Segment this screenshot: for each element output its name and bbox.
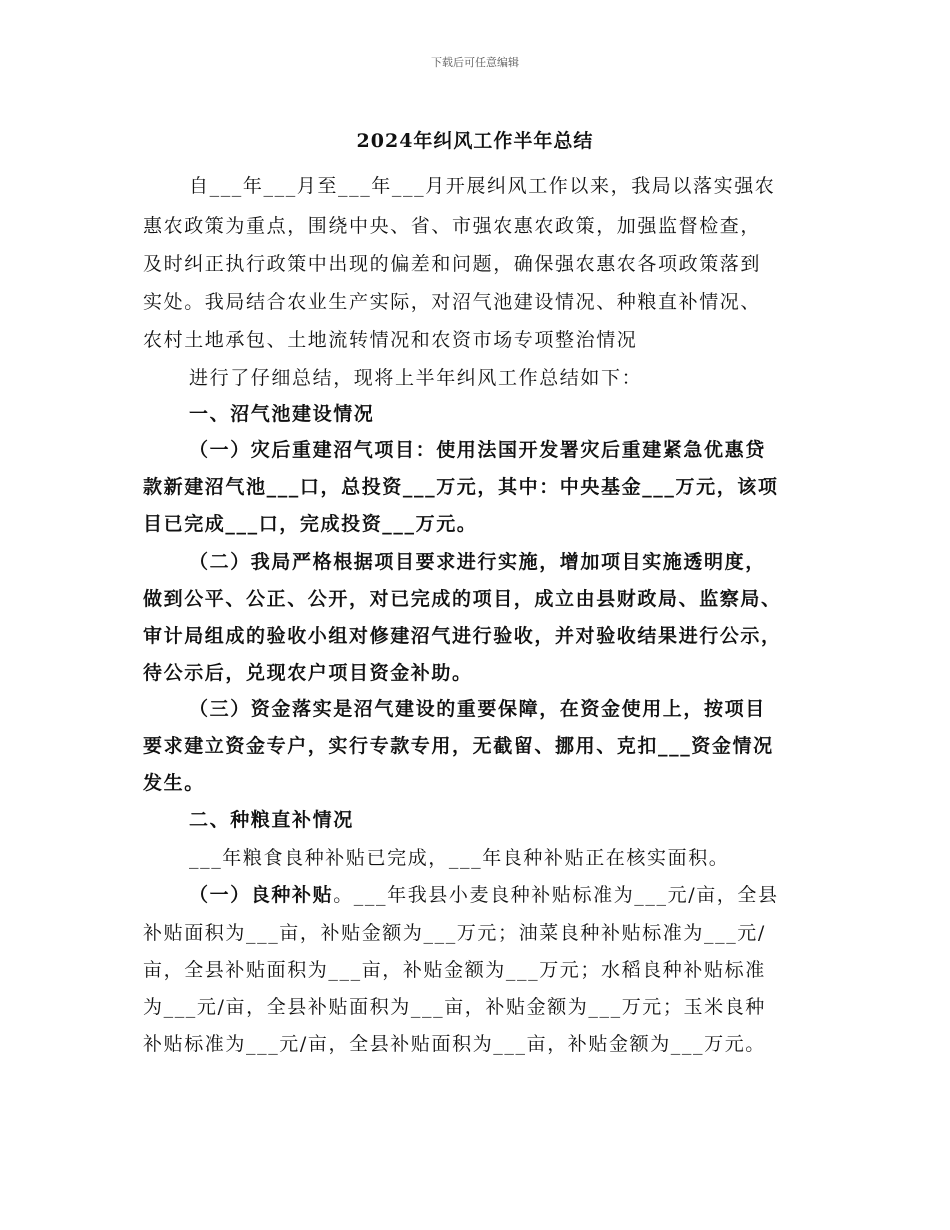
bold-paragraph-line: 审计局组成的验收小组对修建沼气进行验收，并对验收结果进行公示，	[143, 625, 782, 647]
bold-paragraph-line: 要求建立资金专户，实行专款专用，无截留、挪用、克扣___资金情况	[143, 735, 774, 757]
bold-paragraph-line: （一）灾后重建沼气项目：使用法国开发署灾后重建紧急优惠贷	[189, 439, 766, 461]
section-heading-1: 一、沼气池建设情况	[189, 403, 375, 425]
paragraph-line	[189, 883, 779, 907]
paragraph-line: 为___元/亩，全县补贴面积为___亩，补贴金额为___万元；玉米良种	[143, 996, 766, 1018]
paragraph-line: 亩，全县补贴面积为___亩，补贴金额为___万元；水稻良种补贴标准	[143, 959, 766, 981]
bold-paragraph-line: （二）我局严格根据项目要求进行实施，增加项目实施透明度，	[189, 551, 766, 573]
subsection-text: 。___年我县小麦良种补贴标准为___元/亩，全县	[333, 884, 779, 906]
bold-paragraph-line: （三）资金落实是沼气建设的重要保障，在资金使用上，按项目	[189, 698, 766, 720]
paragraph-line: 补贴面积为___亩，补贴金额为___万元；油菜良种补贴标准为___元/	[143, 922, 766, 944]
paragraph-line: 惠农政策为重点，围绕中央、省、市强农惠农政策，加强监督检查，	[143, 215, 762, 237]
subsection-label: （一）良种补贴	[189, 884, 334, 906]
paragraph-line: 及时纠正执行政策中出现的偏差和问题，确保强农惠农各项政策落到	[143, 253, 762, 275]
bold-paragraph-line: 做到公平、公正、公开，对已完成的项目，成立由县财政局、监察局、	[143, 588, 782, 610]
bold-paragraph-line: 发生。	[143, 772, 205, 794]
bold-paragraph-line: 目已完成___口，完成投资___万元。	[143, 513, 478, 535]
paragraph-line: ___年粮食良种补贴已完成，___年良种补贴正在核实面积。	[189, 847, 730, 869]
paragraph-line: 自___年___月至___年___月开展纠风工作以来，我局以落实强农	[189, 175, 776, 197]
document-title: 2024年纠风工作半年总结	[356, 130, 594, 152]
paragraph-line: 农村土地承包、土地流转情况和农资市场专项整治情况	[143, 329, 638, 351]
section-heading-2: 二、种粮直补情况	[189, 809, 354, 831]
bold-paragraph-line: 待公示后，兑现农户项目资金补助。	[143, 662, 473, 684]
paragraph-line: 补贴标准为___元/亩，全县补贴面积为___亩，补贴金额为___万元。	[143, 1033, 766, 1055]
paragraph-line: 实处。我局结合农业生产实际，对沼气池建设情况、种粮直补情况、	[143, 291, 762, 313]
page-header-note: 下载后可任意编辑	[431, 56, 519, 69]
bold-paragraph-line: 款新建沼气池___口，总投资___万元，其中：中央基金___万元，该项	[143, 476, 779, 498]
paragraph-line: 进行了仔细总结，现将上半年纠风工作总结如下：	[189, 367, 643, 389]
